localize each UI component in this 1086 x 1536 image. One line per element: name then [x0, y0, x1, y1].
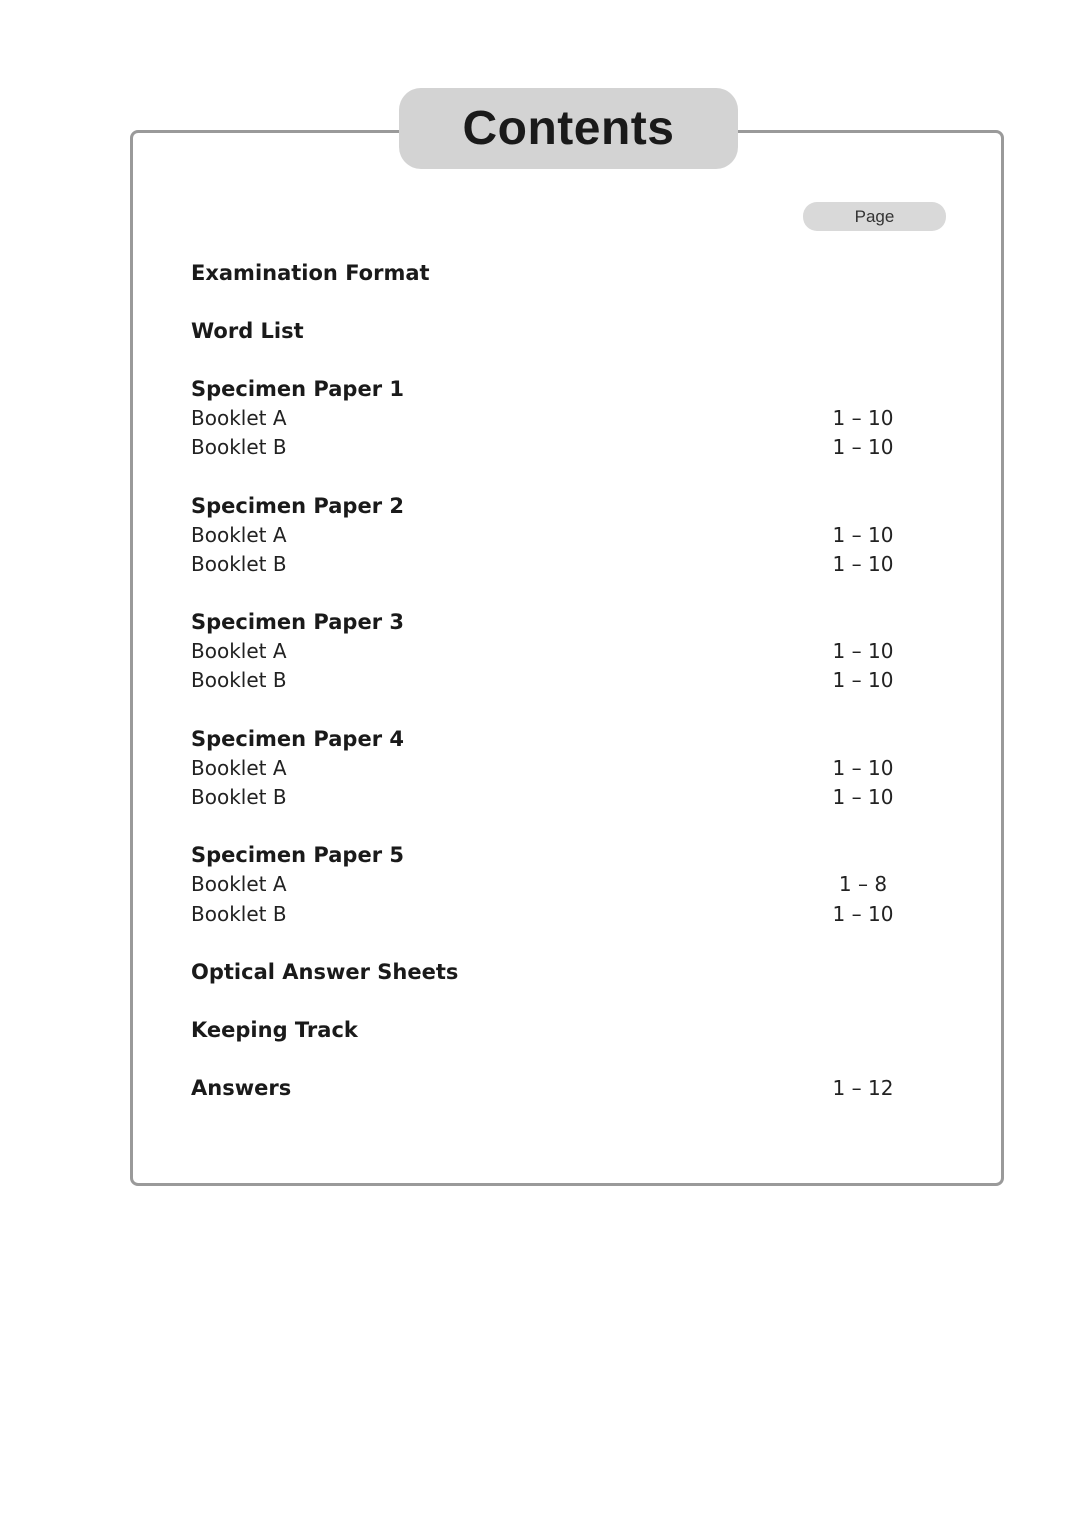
toc-section-heading: Word List	[191, 318, 304, 343]
toc-section-heading: Specimen Paper 2	[191, 493, 404, 518]
toc-item-row[interactable]	[191, 782, 921, 811]
toc-page-range: 1 – 10	[832, 406, 894, 431]
toc-section-row[interactable]	[191, 1015, 921, 1044]
toc-section-row[interactable]	[191, 374, 921, 403]
toc-item-label: Booklet B	[191, 435, 287, 460]
toc-item-label: Booklet A	[191, 755, 287, 780]
page-title: Contents	[462, 102, 675, 155]
toc-page-range: 1 – 12	[832, 1076, 894, 1101]
toc-item-label: Booklet A	[191, 639, 287, 664]
toc-section-heading: Answers	[191, 1076, 292, 1101]
toc-section-heading: Specimen Paper 3	[191, 610, 404, 635]
toc-section-heading: Optical Answer Sheets	[191, 959, 459, 984]
page-column-label: Page	[803, 202, 946, 231]
toc-item-label: Booklet B	[191, 551, 287, 576]
toc-section-row[interactable]	[191, 957, 921, 986]
toc-section-heading: Specimen Paper 4	[191, 726, 404, 751]
toc-page-range: 1 – 10	[832, 755, 894, 780]
toc-item-label: Booklet A	[191, 406, 287, 431]
toc-page-range: 1 – 10	[832, 901, 894, 926]
toc-section-row[interactable]	[191, 316, 921, 345]
toc-section-row[interactable]	[191, 724, 921, 753]
toc-item-row[interactable]	[191, 899, 921, 928]
toc-page-range: 1 – 10	[832, 639, 894, 664]
toc-section-row[interactable]	[191, 608, 921, 637]
toc-item-label: Booklet A	[191, 522, 287, 547]
toc-item-label: Booklet A	[191, 872, 287, 897]
toc-item-label: Booklet B	[191, 901, 287, 926]
toc-item-row[interactable]	[191, 637, 921, 666]
toc-page-range: 1 – 10	[832, 785, 894, 810]
toc-item-row[interactable]	[191, 404, 921, 433]
toc-item-row[interactable]	[191, 666, 921, 695]
toc-section-row[interactable]	[191, 1074, 921, 1103]
toc-item-row[interactable]	[191, 520, 921, 549]
toc-item-label: Booklet B	[191, 785, 287, 810]
toc-page-range: 1 – 8	[838, 872, 888, 897]
table-of-contents	[191, 258, 921, 1103]
toc-page-range: 1 – 10	[832, 435, 894, 460]
toc-section-heading: Specimen Paper 5	[191, 843, 404, 868]
toc-section-heading: Examination Format	[191, 260, 430, 285]
title-tab	[399, 88, 738, 169]
toc-section-heading: Specimen Paper 1	[191, 376, 404, 401]
toc-section-row[interactable]	[191, 841, 921, 870]
toc-page-range: 1 – 10	[832, 668, 894, 693]
toc-page-range: 1 – 10	[832, 551, 894, 576]
toc-page-range: 1 – 10	[832, 522, 894, 547]
toc-section-row[interactable]	[191, 491, 921, 520]
toc-section-heading: Keeping Track	[191, 1017, 358, 1042]
toc-section-row[interactable]	[191, 258, 921, 287]
toc-item-row[interactable]	[191, 753, 921, 782]
toc-item-row[interactable]	[191, 870, 921, 899]
toc-item-row[interactable]	[191, 433, 921, 462]
toc-item-row[interactable]	[191, 549, 921, 578]
toc-item-label: Booklet B	[191, 668, 287, 693]
